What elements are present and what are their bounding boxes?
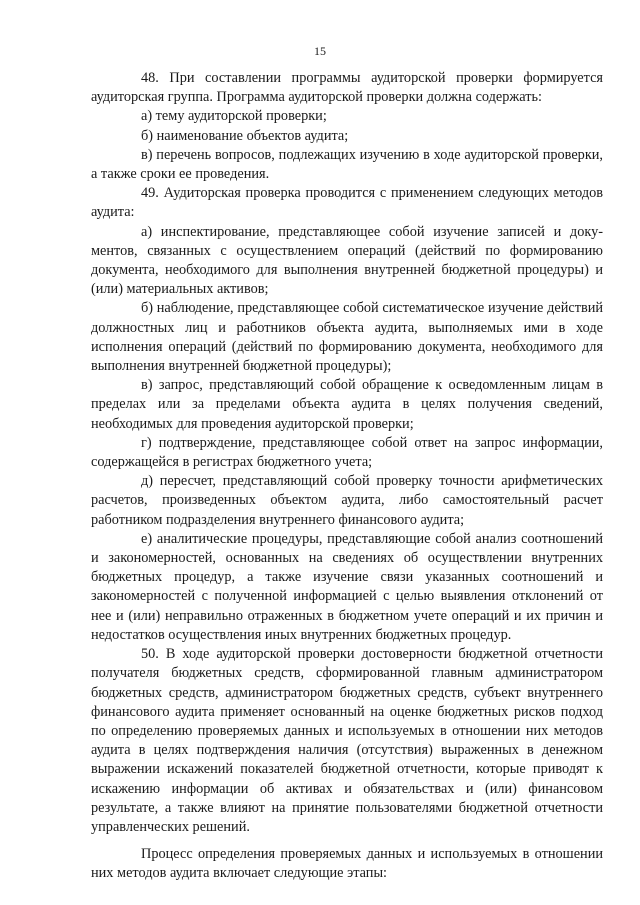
- page-body: [91, 69, 603, 884]
- list-item-b: б) наименование объектов аудита;: [141, 127, 349, 144]
- paragraph-process: Процесс определения проверяемых данных и используемых в отношении них методов аудита включает следующие этапы:: [91, 846, 603, 882]
- method-confirmation: г) подтверждение, представляющее собой ответ на запрос информации, содержащейся в регистрах бюджетного учета;: [91, 434, 603, 471]
- page-number: 15: [314, 44, 326, 58]
- method-observation: б) наблюдение, представляющее собой систематическое изучение действий должностных лиц и работников объекта аудита, выполняемых ими в ходе исполнения операций (действий по формированию документа, необходимого для выполнения внутренней бюджетной процедуры);: [91, 300, 603, 375]
- list-item-a: а) тему аудиторской проверки;: [141, 108, 327, 125]
- paragraph-48: 48. При составлении программы аудиторской проверки формируется аудиторская группа. Программа аудиторской проверки должна содержать:: [91, 70, 603, 106]
- paragraph-49: 49. Аудиторская проверка проводится с применением следующих методов аудита:: [91, 185, 603, 221]
- method-recalculation: д) пересчет, представляющий собой проверку точности арифметических расчетов, произведенных объектом аудита, либо самостоятельный расчет работником подразделения внутреннего финансового аудита;: [91, 473, 603, 528]
- method-inquiry: в) запрос, представляющий собой обращение к осведомленным лицам в пределах или за пределами объекта аудита в целях получения сведений, необходимых для проведения аудиторской проверки;: [91, 377, 603, 432]
- list-item-v: в) перечень вопросов, подлежащих изучению в ходе аудиторской проверки, а также сроки ее проведения.: [91, 146, 603, 183]
- paragraph-50: 50. В ходе аудиторской проверки достоверности бюджетной отчетности получателя бюджетных средств, сформированной главным администратором бюджетных средств, администратором бюджетных средств, субъект внутреннего финансового аудита применяет основанный на оценке бюджетных рисков подход по определению проверяемых данных и используемых в отношении них методов аудита в целях подтверждения наличия (отсутствия) выраженных в денежном выражении искажений показателей бюджетной отчетности, которые приводят к искажению информации об активах и обязательствах и (или) финансовом результате, а также влияют на принятие пользователями бюджетной отчетности управленческих решений.: [91, 646, 603, 835]
- method-inspection: а) инспектирование, представляющее собой изучение записей и документов, связанных с осуществлением операций (действий по формированию документа, необходимого для выполнения внутренней бюджетной процедуры) и (или) материальных активов;: [91, 223, 603, 298]
- method-analytical-procedures: е) аналитические процедуры, представляющие собой анализ соотношений и закономерностей, основанных на сведениях об осуществлении внутренних бюджетных процедур, а также изучение связи указанных соотношений и закономерностей с полученной информацией с целью выявления отклонений от нее и (или) неправильно отраженных в бюджетном учете операций и их причин и недостатков осуществления иных внутренних бюджетных процедур.: [91, 530, 603, 643]
